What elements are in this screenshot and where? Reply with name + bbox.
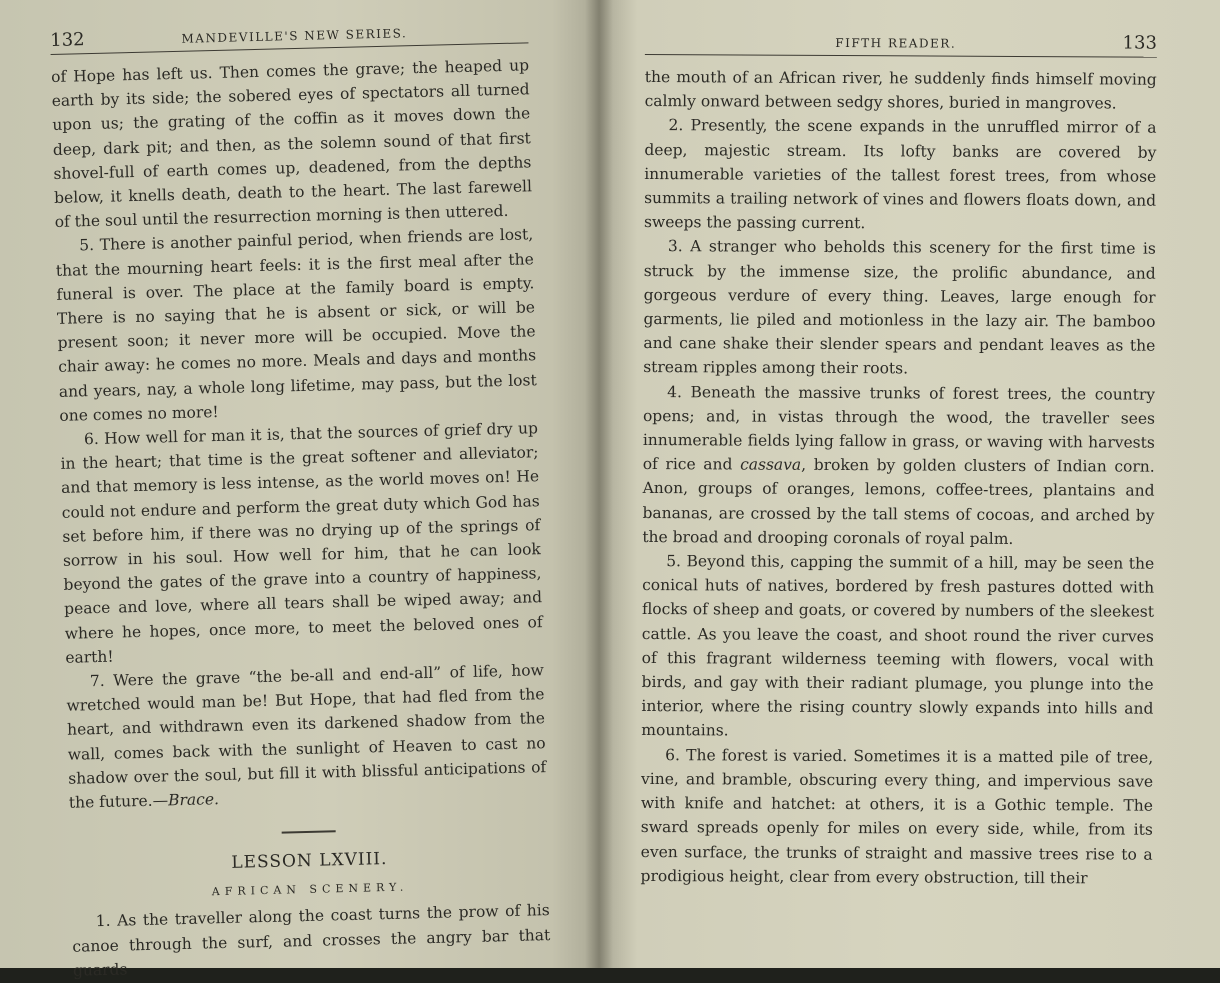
paragraph: 6. How well for man it is, that the sources of grief dry up in the heart; that time is the great softener and alleviator; and that memory is less intense, as the world moves on! He could not endure and perform the great duty which God has set before him, if there was no drying up of the springs of sorrow in his soul. How well for him, that he can look beyond the gates of the grave into a country of happiness, peace and love, where all tears shall be wiped away; and where he hopes, once more, to meet the beloved ones of earth! [60,419,543,667]
paragraph-with-attribution [66,658,547,815]
right-page [600,0,1220,968]
paragraph: 6. The forest is varied. Sometimes it is a matted pile of tree, vine, and bramble, obscuring every thing, and impervious save with knife and hatchet: at others, it is a Gothic temple. The sward spreads openly for miles on every side, while, from its even surface, the trunks of straight and massive trees rise to a prodigious height, clear from every obstruction, till their [640,745,1154,888]
lesson-title: LESSON LXVIII. [231,849,388,874]
right-page-number: 133 [1122,32,1157,54]
paragraph: 7. Were the grave “the be-all and end-all” of life, how wretched would man be! But Hope, that had fled from the heart, and withdrawn even its darkened shadow from the wall, comes back with the sunlight of Heaven to cast no shadow over the soul, but fill it with blissful anticipations of the future.— [66,661,547,812]
paragraph: 5. There is another painful period, when friends are lost, that the mourning heart feels: it is the first meal after the funeral is over. The place at the family board is empty. There is no saying that he is absent or sick, or will be present soon; it never more will be occupied. Move the chair away: he comes no more. Meals and days and months and years, nay, a whole long lifetime, may pass, but the lost one comes no more! [55,225,537,425]
attribution: Brace. [167,790,220,810]
paragraph: 4. Beneath the massive trunks of forest trees, the country opens; and, in vistas through the wood, the traveller sees innumerable fields lying fallow in grass, or waving with harvests of rice and cassava, broken by golden clusters of Indian corn. Anon, groups of oranges, lemons, coffee-trees, plantains and bananas, are crossed by the tall stems of cocoas, and arched by the broad and drooping coronals of royal palm. [642,382,1156,548]
left-page [0,0,600,980]
lesson-subtitle: AFRICAN SCENERY. [211,880,409,899]
italic-term: cassava [740,455,802,475]
paragraph: 3. A stranger who beholds this scenery for the first time is struck by the immense size, the prolific abundance, and gorgeous verdure of every thing. Leaves, large enough for garments, lie piled and motionless in the lazy air. The bamboo and cane shake their slender spears and pendant leaves as the stream ripples among their roots. [643,237,1156,378]
paragraph: 2. Presently, the scene expands in the unruffled mirror of a deep, majestic stream. Its lofty banks are covered by innumerable varieties of the tallest forest trees, from whose summits a trailing network of vines and flowers floats down, and sweeps the passing current. [643,116,1157,233]
paragraph: of Hope has left us. Then comes the grave; the heaped up earth by its side; the sobered eyes of spectators all turned upon us; the grating of the coffin as it moves down the deep, dark pit; and then, as the solemn sound of that first shovel-full of earth comes up, deadened, from the depths below, it knells death, death to the heart. The last farewell of the soul until the resurrection morning is then uttered. [50,56,533,232]
section-divider [282,831,336,834]
right-page-header [645,30,1157,58]
left-page-content [50,18,551,982]
lesson-paragraph: 1. As the traveller along the coast turns the prow of his canoe through the surf, and crosses the angry bar that guards [72,901,551,980]
left-page-header [50,18,528,55]
right-page-text [641,65,1157,891]
right-running-head: FIFTH READER. [835,35,957,51]
left-page-number: 132 [50,29,85,51]
book-gutter [585,0,613,968]
left-page-text [51,53,547,815]
paragraph: 5. Beyond this, capping the summit of a hill, may be seen the conical huts of natives, bordered by fresh pastures dotted with flocks of sheep and goats, or covered by numbers of the sleekest cattle. As you leave the coast, and shoot round the river curves of this fragrant wilderness teeming with flowers, vocal with birds, and gay with their radiant plumage, you plunge into the interior, where the rising country slowly expands into hills and mountains. [641,552,1155,740]
paragraph: the mouth of an African river, he suddenly finds himself moving calmly onward between sedgy shores, buried in mangroves. [644,67,1157,113]
right-page-content [641,30,1157,891]
left-running-head: MANDEVILLE'S NEW SERIES. [181,26,408,46]
